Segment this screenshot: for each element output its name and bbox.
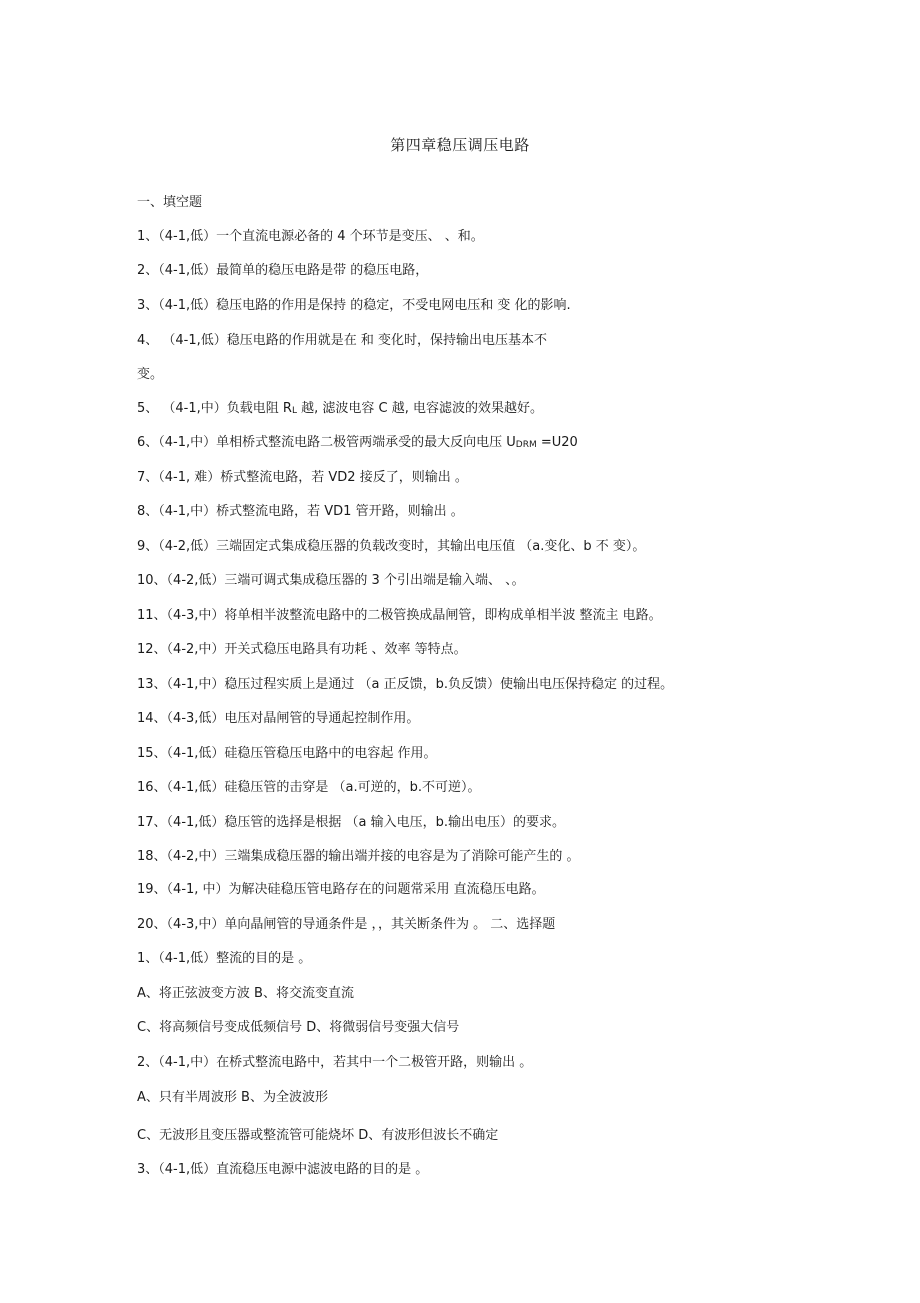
- question-line: 16、（4-1,低）硅稳压管的击穿是 （a.可逆的，b.不可逆）。: [137, 780, 481, 795]
- question-line: 17、（4-1,低）稳压管的选择是根据 （a 输入电压，b.输出电压）的要求。: [137, 815, 566, 830]
- section-heading-fill-blank: 一、填空题: [137, 195, 203, 210]
- question-line: 18、（4-2,中）三端集成稳压器的输出端并接的电容是为了消除可能产生的 。: [137, 849, 580, 864]
- question-line: 15、（4-1,低）硅稳压管稳压电路中的电容起 作用。: [137, 746, 437, 761]
- question-line: 12、（4-2,中）开关式稳压电路具有功耗 、效率 等特点。: [137, 642, 467, 657]
- choice-line: C、将高频信号变成低频信号 D、将微弱信号变强大信号: [137, 1020, 460, 1035]
- question-line: [137, 400, 543, 420]
- question-line: 3、（4-1,低）稳压电路的作用是保持 的稳定，不受电网电压和 变 化的影响.: [137, 298, 571, 313]
- question-line-continuation: 变。: [137, 367, 164, 382]
- question-text: 6、（4-1,中）单相桥式整流电路二极管两端承受的最大反向电压 U: [137, 435, 516, 450]
- question-line: 19、（4-1, 中）为解决硅稳压管电路存在的问题常采用 直流稳压电路。: [137, 882, 545, 897]
- subscript-text: L: [291, 406, 297, 416]
- question-line: 8、（4-1,中）桥式整流电路，若 VD1 管开路，则输出 。: [137, 504, 464, 519]
- question-line: 7、（4-1, 难）桥式整流电路，若 VD2 接反了，则输出 。: [137, 470, 468, 485]
- page-title: 第四章稳压调压电路: [390, 136, 530, 154]
- question-line: 14、（4-3,低）电压对晶闸管的导通起控制作用。: [137, 711, 420, 726]
- question-line: 4、 （4-1,低）稳压电路的作用就是在 和 变化时，保持输出电压基本不: [137, 333, 548, 348]
- question-line: 1、（4-1,低）一个直流电源必备的 4 个环节是变压、 、和。: [137, 229, 484, 244]
- question-line: 1、（4-1,低）整流的目的是 。: [137, 951, 312, 966]
- question-line: 11、（4-3,中）将单相半波整流电路中的二极管换成晶闸管，即构成单相半波 整流主 电路。: [137, 608, 662, 623]
- choice-line: C、无波形且变压器或整流管可能烧坏 D、有波形但波长不确定: [137, 1128, 499, 1143]
- subscript-text: DRM: [515, 440, 537, 450]
- question-text: 5、 （4-1,中）负载电阻 R: [137, 401, 292, 416]
- question-line: [137, 434, 578, 454]
- choice-line: A、将正弦波变方波 B、将交流变直流: [137, 986, 354, 1001]
- question-line: 2、（4-1,中）在桥式整流电路中，若其中一个二极管开路，则输出 。: [137, 1055, 533, 1070]
- question-text: 越, 滤波电容 C 越, 电容滤波的效果越好。: [296, 401, 543, 416]
- question-line: 10、（4-2,低）三端可调式集成稳压器的 3 个引出端是输入端、 、。: [137, 573, 525, 588]
- question-text: =U20: [536, 435, 578, 450]
- question-line: 13、（4-1,中）稳压过程实质上是通过 （a 正反馈，b.负反馈）使输出电压保持稳定 的过程。: [137, 677, 674, 692]
- question-line: 9、（4-2,低）三端固定式集成稳压器的负载改变时，其输出电压值 （a.变化、b 不 变）。: [137, 539, 646, 554]
- question-line: 2、（4-1,低）最简单的稳压电路是带 的稳压电路，: [137, 263, 429, 278]
- question-line: 3、（4-1,低）直流稳压电源中滤波电路的目的是 。: [137, 1162, 429, 1177]
- question-line: 20、（4-3,中）单向晶闸管的导通条件是 ，，其关断条件为 。 二、选择题: [137, 917, 556, 932]
- choice-line: A、只有半周波形 B、为全波波形: [137, 1090, 328, 1105]
